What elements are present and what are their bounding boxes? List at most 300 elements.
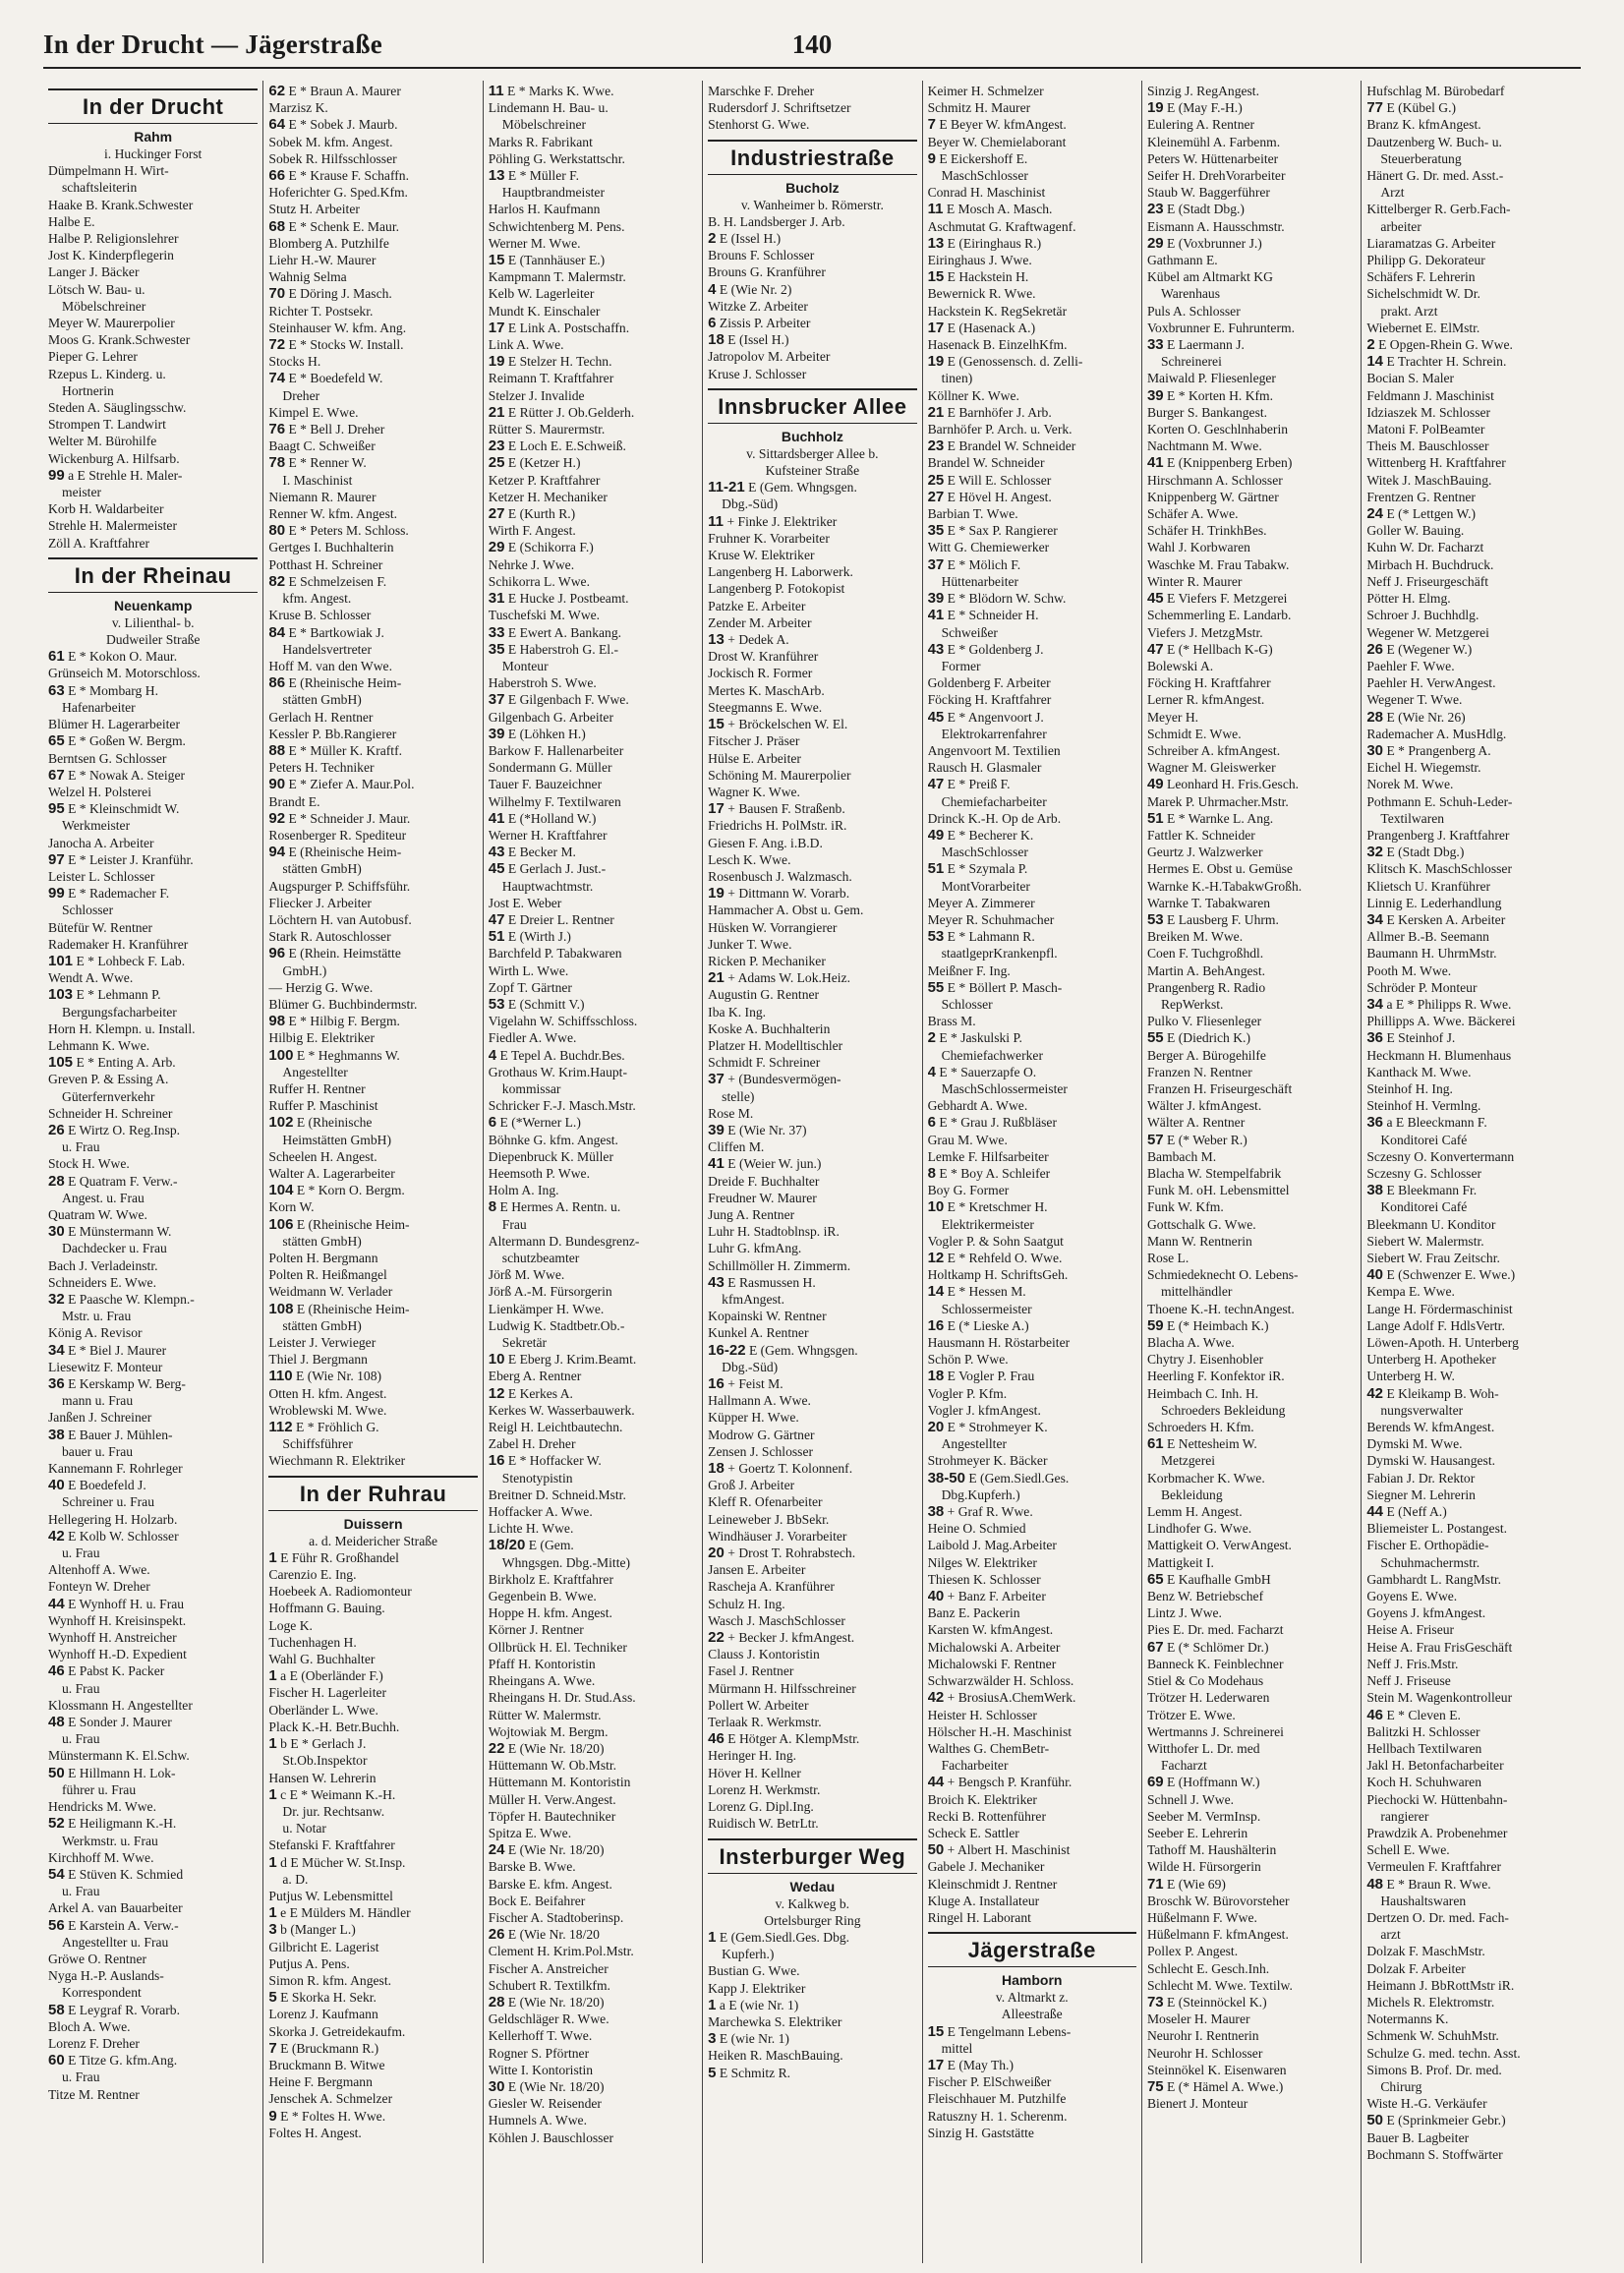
resident-entry — [268, 1351, 477, 1368]
resident-entry — [1147, 1893, 1356, 1909]
entry-text: E Becker M. — [507, 845, 576, 860]
resident-entry — [48, 399, 258, 416]
house-number: 2 — [708, 230, 717, 248]
resident-entry — [268, 979, 477, 996]
entry-text: E (Schmitt V.) — [507, 996, 585, 1012]
entry-text: Greven P. & Essing A. — [48, 1072, 169, 1087]
resident-entry — [268, 928, 477, 945]
resident-entry — [268, 810, 477, 827]
entry-text: Nachtmann M. Wwe. — [1146, 438, 1262, 454]
resident-entry — [268, 1097, 477, 1114]
resident-entry — [928, 573, 1136, 590]
resident-entry — [489, 895, 697, 911]
resident-entry — [1366, 421, 1575, 437]
resident-entry — [48, 1037, 258, 1054]
entry-text: Patzke E. Arbeiter — [708, 598, 806, 613]
resident-entry — [928, 387, 1136, 404]
entry-text: Schillmöller H. Zimmerm. — [708, 1257, 851, 1273]
resident-entry — [708, 1747, 916, 1764]
entry-text: Meyer H. — [1146, 709, 1199, 725]
resident-entry — [268, 878, 477, 895]
resident-entry — [1366, 320, 1575, 336]
entry-text: d E Mücher W. St.Insp. — [280, 1854, 406, 1870]
resident-entry — [268, 1064, 477, 1080]
resident-entry — [48, 1122, 258, 1138]
resident-entry — [1366, 1114, 1575, 1131]
entry-text: Putjus A. Pens. — [268, 1955, 350, 1971]
resident-entry — [48, 1493, 258, 1510]
resident-entry — [708, 986, 916, 1003]
entry-text: Schäfer H. TrinkhBes. — [1146, 523, 1267, 539]
entry-text: MontVorarbeiter — [941, 878, 1030, 894]
entry-text: Fabian J. Dr. Rektor — [1366, 1470, 1476, 1486]
resident-entry — [48, 1629, 258, 1646]
entry-text: Tathoff M. Haushälterin — [1146, 1842, 1277, 1858]
entry-text: Carenzio E. Ing. — [268, 1567, 357, 1583]
entry-text: b E * Gerlach J. — [280, 1736, 367, 1752]
entry-text: + Albert H. Maschinist — [947, 1842, 1071, 1858]
entry-text: E Haberstroh G. El.- — [507, 641, 618, 657]
entry-text: Rudersdorf J. Schriftsetzer — [708, 100, 851, 116]
resident-entry — [1147, 742, 1356, 759]
entry-text: Welter M. Bürohilfe — [48, 434, 157, 449]
resident-entry — [1366, 167, 1575, 184]
resident-entry — [1366, 928, 1575, 945]
entry-text: Schnell J. Wwe. — [1146, 1791, 1235, 1807]
house-number: 37 — [708, 1071, 725, 1088]
entry-text: + Bausen F. Straßenb. — [727, 801, 845, 817]
resident-entry — [489, 1909, 697, 1926]
entry-text: b (Manger L.) — [280, 1922, 356, 1938]
resident-entry — [489, 726, 697, 742]
district-name — [48, 597, 258, 614]
resident-entry — [48, 1747, 258, 1764]
resident-entry — [48, 366, 258, 382]
resident-entry — [268, 167, 477, 184]
resident-entry — [1147, 624, 1356, 641]
district-name — [708, 428, 916, 445]
entry-text: Zissis P. Arbeiter — [719, 316, 811, 331]
resident-entry — [708, 1460, 916, 1477]
resident-entry — [1147, 658, 1356, 674]
resident-entry — [928, 1029, 1136, 1046]
resident-entry — [708, 1596, 916, 1612]
resident-entry — [489, 1604, 697, 1621]
house-number: 16 — [927, 1316, 945, 1334]
directory-column — [922, 81, 1141, 2263]
entry-text: Pooth M. Wwe. — [1366, 962, 1452, 978]
entry-text: Kanthack M. Wwe. — [1366, 1064, 1472, 1079]
entry-text: Güterfernverkehr — [62, 1088, 155, 1104]
entry-text: E (Wie Nr. 18/20) — [507, 1994, 605, 2010]
resident-entry — [48, 1967, 258, 1984]
house-number: 16-22 — [708, 1341, 746, 1359]
resident-entry — [928, 590, 1136, 607]
resident-entry — [928, 235, 1136, 252]
entry-text: Hirschmann A. Schlosser — [1146, 472, 1283, 488]
entry-text: E (*Werner L.) — [499, 1115, 581, 1131]
resident-entry — [1147, 1097, 1356, 1114]
resident-entry — [268, 454, 477, 471]
house-number: 1 — [268, 1785, 277, 1803]
resident-entry — [928, 2073, 1136, 2090]
resident-entry — [268, 2023, 477, 2040]
entry-text: Brouns F. Schlosser — [708, 248, 815, 263]
entry-text: E * Hessen M. — [947, 1284, 1026, 1300]
resident-entry — [489, 1689, 697, 1706]
house-number: 12 — [488, 1384, 505, 1402]
house-number: 44 — [1366, 1503, 1384, 1521]
entry-text: In der Ruhrau — [299, 1481, 447, 1506]
resident-entry — [268, 742, 477, 759]
entry-text: E * Lehmann P. — [76, 987, 161, 1003]
entry-text: Berntsen G. Schlosser — [48, 750, 167, 766]
resident-entry — [48, 2035, 258, 2052]
entry-text: Mürmann H. Hilfsschreiner — [708, 1680, 856, 1696]
entry-text: Wasch J. MaschSchlosser — [708, 1612, 845, 1628]
entry-text: E (Rheinische Heim- — [296, 1216, 410, 1232]
resident-entry — [1366, 370, 1575, 386]
entry-text: Kapp J. Elektriker — [708, 1980, 806, 1996]
resident-entry — [708, 1004, 916, 1020]
resident-entry — [489, 590, 697, 607]
entry-text: kfmAngest. — [722, 1292, 784, 1307]
resident-entry — [489, 979, 697, 996]
resident-entry — [1366, 2129, 1575, 2146]
entry-text: Gambhardt L. RangMstr. — [1366, 1571, 1502, 1587]
resident-entry — [708, 99, 916, 116]
entry-text: a E (Oberländer F.) — [280, 1668, 383, 1684]
entry-text: Prawdzik A. Probenehmer — [1366, 1825, 1508, 1840]
resident-entry — [708, 1122, 916, 1138]
resident-entry — [489, 2027, 697, 2044]
resident-entry — [1366, 776, 1575, 792]
entry-text: Titze M. Rentner — [48, 2086, 140, 2102]
resident-entry — [1366, 1858, 1575, 1875]
entry-text: E * Cleven E. — [1386, 1707, 1461, 1722]
resident-entry — [268, 911, 477, 928]
entry-text: Heister H. Schlosser — [927, 1707, 1037, 1722]
house-number: 72 — [268, 336, 286, 354]
resident-entry — [268, 1904, 477, 1921]
resident-entry — [489, 860, 697, 877]
resident-entry — [489, 1841, 697, 1858]
entry-text: Coen F. Tuchgroßhdl. — [1146, 946, 1264, 962]
entry-text: + Feist M. — [727, 1376, 783, 1392]
entry-text: Wynhoff H. Anstreicher — [48, 1630, 177, 1646]
entry-text: Wegener W. Metzgerei — [1366, 624, 1489, 640]
entry-text: Bolewski A. — [1146, 658, 1214, 673]
house-number: 21 — [927, 403, 945, 421]
resident-entry — [268, 691, 477, 708]
entry-text: Michalowski A. Arbeiter — [927, 1639, 1061, 1655]
entry-text: e E Mülders M. Händler — [280, 1905, 411, 1921]
entry-text: Blacha W. Stempelfabrik — [1146, 1166, 1282, 1181]
entry-text: Nyga H.-P. Auslands- — [48, 1968, 164, 1984]
street-heading — [48, 557, 258, 593]
entry-text: E (Rheinische Heim- — [296, 1301, 410, 1316]
resident-entry — [928, 539, 1136, 555]
resident-entry — [1366, 590, 1575, 607]
entry-text: Jost E. Weber — [488, 895, 562, 910]
entry-text: Paehler F. Wwe. — [1366, 658, 1455, 673]
entry-text: rangierer — [1380, 1808, 1429, 1824]
resident-entry — [48, 1697, 258, 1714]
entry-text: Trötzer H. Lederwaren — [1146, 1690, 1270, 1706]
house-number: 70 — [268, 285, 286, 303]
entry-text: + Bröckelschen W. El. — [727, 717, 848, 732]
resident-entry — [268, 1972, 477, 1989]
resident-entry — [1147, 1301, 1356, 1317]
resident-entry — [48, 1443, 258, 1460]
entry-text: Plack K.-H. Betr.Buchh. — [268, 1719, 400, 1734]
resident-entry — [928, 1858, 1136, 1875]
entry-text: Bauer B. Lagbeiter — [1366, 2129, 1470, 2145]
resident-entry — [48, 1511, 258, 1528]
entry-text: Lemke F. Hilfsarbeiter — [927, 1148, 1049, 1164]
entry-text: E Eberg J. Krim.Beamt. — [507, 1352, 637, 1368]
resident-entry — [268, 1955, 477, 1972]
entry-text: Schröder P. Monteur — [1366, 979, 1478, 995]
resident-entry — [489, 1182, 697, 1198]
entry-text: Steinhof H. Ing. — [1366, 1080, 1453, 1096]
entry-text: Hülse E. Arbeiter — [708, 750, 801, 766]
house-number: 69 — [1146, 1774, 1164, 1791]
entry-text: E Bleekmann Fr. — [1386, 1183, 1478, 1198]
entry-text: E * Korten H. Kfm. — [1167, 387, 1274, 403]
house-number: 100 — [268, 1046, 294, 1064]
resident-entry — [708, 1765, 916, 1781]
entry-text: Rütter W. Malermstr. — [488, 1707, 602, 1722]
entry-text: E Pabst K. Packer — [68, 1663, 165, 1679]
entry-text: schaftsleiterin — [62, 180, 138, 196]
entry-text: E Rasmussen H. — [727, 1274, 816, 1290]
entry-text: Kessler P. Bb.Rangierer — [268, 726, 397, 741]
resident-entry — [489, 1402, 697, 1419]
resident-entry — [1147, 1250, 1356, 1266]
house-number: 6 — [708, 315, 717, 332]
entry-text: Thiesen K. Schlosser — [927, 1571, 1041, 1587]
resident-entry — [928, 134, 1136, 150]
entry-text: Barbian T. Wwe. — [927, 506, 1018, 522]
resident-entry — [489, 1029, 697, 1046]
resident-entry — [1366, 2095, 1575, 2112]
house-number: 94 — [268, 844, 286, 861]
house-number: 84 — [268, 623, 286, 641]
house-number: 102 — [268, 1114, 294, 1132]
entry-text: E * Lohbeck F. Lab. — [76, 953, 186, 968]
house-number: 1 — [268, 1548, 277, 1566]
resident-entry — [268, 1013, 477, 1029]
resident-entry — [708, 767, 916, 784]
entry-text: stätten GmbH) — [282, 861, 362, 877]
resident-entry — [1147, 1977, 1356, 1994]
entry-text: Kuhn W. Dr. Facharzt — [1366, 540, 1484, 555]
resident-entry — [1147, 252, 1356, 268]
entry-text: Maiwald P. Fliesenleger — [1146, 371, 1276, 386]
resident-entry — [708, 936, 916, 953]
entry-text: Freudner W. Maurer — [708, 1190, 817, 1205]
resident-entry — [1366, 624, 1575, 641]
resident-entry — [708, 1714, 916, 1730]
resident-entry — [268, 1566, 477, 1583]
resident-entry — [928, 742, 1136, 759]
resident-entry — [1147, 1825, 1356, 1841]
entry-text: E Hucke J. Postbeamt. — [507, 591, 629, 607]
entry-text: Friedrichs H. PolMstr. iR. — [708, 818, 847, 834]
resident-entry — [489, 1368, 697, 1384]
resident-entry — [489, 2129, 697, 2146]
house-number: 67 — [1146, 1638, 1164, 1656]
entry-text: E (Knippenberg Erben) — [1167, 455, 1293, 471]
house-number: 49 — [1146, 776, 1164, 793]
resident-entry — [708, 699, 916, 716]
entry-text: Neurohr H. Schlosser — [1146, 2045, 1263, 2061]
entry-text: Horn H. Klempn. u. Install. — [48, 1020, 196, 1036]
entry-text: Feldmann J. Maschinist — [1366, 387, 1494, 403]
entry-text: Wahnig Selma — [268, 269, 347, 285]
entry-text: + Adams W. Lok.Heiz. — [727, 970, 850, 986]
resident-entry — [708, 1443, 916, 1460]
entry-text: Giesler W. Reisender — [488, 2096, 602, 2112]
resident-entry — [1147, 674, 1356, 691]
entry-text: Schöning M. Maurerpolier — [708, 767, 851, 783]
entry-text: Breitner D. Schneid.Mstr. — [488, 1486, 626, 1502]
entry-text: E * Jaskulski P. — [939, 1030, 1022, 1046]
resident-entry — [489, 437, 697, 454]
resident-entry — [1366, 726, 1575, 742]
resident-entry — [928, 1672, 1136, 1689]
resident-entry — [1147, 404, 1356, 421]
entry-text: E * Müller F. — [507, 168, 580, 184]
entry-text: Zöll A. Kraftfahrer — [48, 535, 150, 551]
resident-entry — [48, 1561, 258, 1578]
entry-text: Allmer B.-B. Seemann — [1366, 929, 1489, 945]
resident-entry — [48, 1427, 258, 1443]
resident-entry — [928, 1639, 1136, 1656]
entry-text: E Will E. Schlosser — [947, 472, 1052, 488]
entry-text: E Gerlach J. Just.- — [507, 861, 607, 877]
entry-text: Schmenk W. SchuhMstr. — [1366, 2028, 1499, 2044]
resident-entry — [489, 1419, 697, 1435]
street-extent — [48, 146, 258, 162]
resident-entry — [708, 835, 916, 851]
resident-entry — [708, 547, 916, 563]
entry-text: Reigl H. Leichtbautechn. — [488, 1420, 623, 1435]
entry-text: GmbH.) — [282, 962, 327, 978]
resident-entry — [48, 298, 258, 315]
house-number: 46 — [1366, 1706, 1384, 1723]
house-number: 16 — [488, 1452, 505, 1470]
entry-text: Blacha A. Wwe. — [1146, 1335, 1235, 1351]
entry-text: Wroblewski M. Wwe. — [268, 1402, 387, 1418]
house-number: 13 — [927, 234, 945, 252]
resident-entry — [489, 116, 697, 133]
entry-text: E * Lahmann R. — [947, 929, 1035, 945]
page-number: 140 — [791, 29, 833, 59]
resident-entry — [489, 285, 697, 302]
resident-entry — [489, 1047, 697, 1064]
resident-entry — [1147, 1029, 1356, 1046]
house-number: 33 — [488, 623, 505, 641]
resident-entry — [1147, 134, 1356, 150]
resident-entry — [1147, 607, 1356, 623]
entry-text: Dümpelmann H. Wirt- — [48, 163, 169, 179]
entry-text: v. Wanheimer b. Römerstr. — [740, 197, 884, 212]
resident-entry — [928, 1182, 1136, 1198]
entry-text: E (*Holland W.) — [507, 810, 597, 826]
entry-text: Kempa E. Wwe. — [1366, 1284, 1455, 1300]
resident-entry — [708, 281, 916, 298]
house-number: 15 — [927, 268, 945, 286]
entry-text: E (Eiringhaus R.) — [947, 235, 1042, 251]
house-number: 108 — [268, 1300, 294, 1317]
resident-entry — [708, 682, 916, 699]
resident-entry — [708, 2065, 916, 2081]
resident-entry — [928, 1740, 1136, 1757]
entry-text: Thoene K.-H. technAngest. — [1146, 1301, 1295, 1316]
house-number: 30 — [1366, 741, 1384, 759]
entry-text: E Karstein A. Verw.- — [68, 1917, 179, 1933]
resident-entry — [48, 1274, 258, 1291]
resident-entry — [1147, 116, 1356, 133]
entry-text: E * Böllert P. Masch- — [947, 979, 1063, 995]
house-number: 11 — [488, 83, 504, 99]
resident-entry — [48, 1190, 258, 1206]
entry-text: Linnig E. Lederhandlung — [1366, 895, 1502, 910]
house-number: 41 — [488, 809, 505, 827]
entry-text: Facharzt — [1160, 1758, 1207, 1774]
house-number: 86 — [268, 674, 286, 692]
resident-entry — [1147, 1182, 1356, 1198]
resident-entry — [489, 1588, 697, 1604]
entry-text: E (Stadt Dbg.) — [1386, 845, 1465, 860]
entry-text: E (Schikorra F.) — [507, 540, 594, 555]
entry-text: Breiken M. Wwe. — [1146, 929, 1244, 945]
entry-text: Kimpel E. Wwe. — [268, 404, 359, 420]
resident-entry — [708, 1929, 916, 1946]
resident-entry — [928, 726, 1136, 742]
house-number: 57 — [1146, 1131, 1164, 1148]
resident-entry — [708, 331, 916, 348]
entry-text: Wiebernet E. ElMstr. — [1366, 320, 1480, 335]
resident-entry — [48, 1342, 258, 1359]
house-number: 45 — [927, 708, 945, 726]
resident-entry — [489, 1097, 697, 1114]
resident-entry — [1366, 1571, 1575, 1588]
house-number: 7 — [268, 2039, 277, 2057]
resident-entry — [928, 624, 1136, 641]
entry-text: Angestellter u. Frau — [62, 1934, 169, 1950]
house-number: 67 — [48, 766, 65, 784]
entry-text: Witek J. MaschBauing. — [1366, 472, 1492, 488]
resident-entry — [1147, 1080, 1356, 1097]
resident-entry — [48, 716, 258, 732]
house-number: 42 — [927, 1689, 945, 1707]
entry-text: Jakl H. Betonfacharbeiter — [1366, 1758, 1504, 1774]
entry-text: E (Wegener W.) — [1386, 641, 1473, 657]
resident-entry — [1366, 793, 1575, 810]
resident-entry — [1366, 1723, 1575, 1740]
resident-entry — [1147, 83, 1356, 99]
entry-text: Bruckmann B. Witwe — [268, 2057, 385, 2072]
entry-text: Heimbach C. Inh. H. — [1146, 1385, 1259, 1401]
resident-entry — [48, 1917, 258, 1934]
entry-text: E (May Th.) — [947, 2057, 1014, 2072]
house-number: 32 — [48, 1291, 65, 1308]
resident-entry — [1366, 1808, 1575, 1825]
resident-entry — [489, 1435, 697, 1452]
